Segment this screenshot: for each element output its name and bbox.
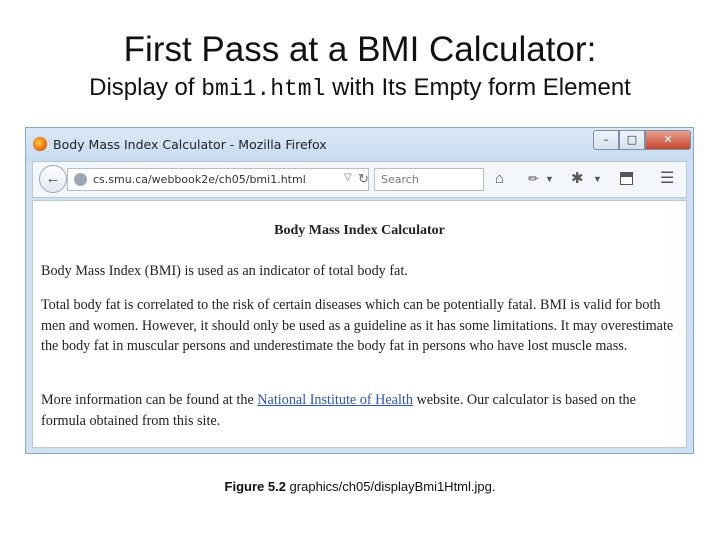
browser-window bbox=[25, 127, 694, 454]
slide-subtitle bbox=[0, 74, 720, 102]
back-button[interactable] bbox=[39, 165, 67, 193]
slide-title: First Pass at a BMI Calculator: bbox=[123, 30, 597, 69]
search-input[interactable] bbox=[374, 168, 484, 191]
page-heading: Body Mass Index Calculator bbox=[274, 223, 445, 238]
paragraph-body-fat: Total body fat is correlated to the risk of certain diseases which can be potentially fatal. BMI is valid for both men and women. However, it should only be used as a guideline as it has some limitations. It may overestimate the body fat in muscular persons and underestimate the body fat in persons who have lost muscle mass. bbox=[41, 297, 674, 354]
paragraph-bmi-intro: Body Mass Index (BMI) is used as an indicator of total body fat. bbox=[41, 263, 408, 279]
dropdown-icon[interactable]: ▽ bbox=[344, 172, 352, 183]
url-bar[interactable] bbox=[67, 168, 369, 191]
url-text[interactable]: cs.smu.ca/webbook2e/ch05/bmi1.html bbox=[93, 173, 306, 186]
more-info-text: More information can be found at the bbox=[41, 392, 258, 408]
title-bar[interactable] bbox=[26, 128, 693, 161]
addon-icon[interactable]: ✱ bbox=[571, 170, 584, 187]
more-info-text-end: website. Our calculator is based on the formula obtained from this site. bbox=[41, 392, 636, 429]
back-icon: ← bbox=[45, 170, 61, 187]
caption-label: Figure 5.2 bbox=[224, 479, 286, 494]
caption-text: graphics/ch05/displayBmi1Html.jpg. bbox=[285, 479, 496, 494]
navigation-toolbar bbox=[32, 161, 687, 198]
nih-link[interactable]: National Institute of Health bbox=[257, 392, 413, 408]
menu-icon[interactable]: ☰ bbox=[660, 170, 675, 187]
subtitle-code: bmi1.html bbox=[201, 76, 326, 102]
reload-icon[interactable]: ↻ bbox=[358, 171, 369, 186]
subtitle-suffix: with Its Empty form Element bbox=[325, 74, 631, 101]
globe-icon bbox=[74, 173, 87, 186]
chevron-down-icon[interactable]: ▼ bbox=[545, 174, 554, 184]
square-icon[interactable] bbox=[620, 172, 633, 185]
page-content bbox=[32, 200, 687, 448]
subtitle-prefix: Display of bbox=[89, 74, 202, 101]
search-placeholder: Search bbox=[381, 173, 419, 186]
maximize-button[interactable]: □ bbox=[619, 130, 645, 150]
close-button[interactable]: ✕ bbox=[645, 130, 691, 150]
paragraph-more-info bbox=[41, 390, 681, 431]
window-title: Body Mass Index Calculator - Mozilla Firefox bbox=[53, 137, 327, 152]
figure-caption bbox=[0, 479, 720, 494]
chevron-down-icon[interactable]: ▼ bbox=[593, 174, 602, 184]
firefox-icon bbox=[33, 137, 47, 151]
pen-icon[interactable]: ✏ bbox=[528, 171, 539, 186]
minimize-button[interactable]: – bbox=[593, 130, 619, 150]
home-icon[interactable]: ⌂ bbox=[495, 170, 505, 187]
